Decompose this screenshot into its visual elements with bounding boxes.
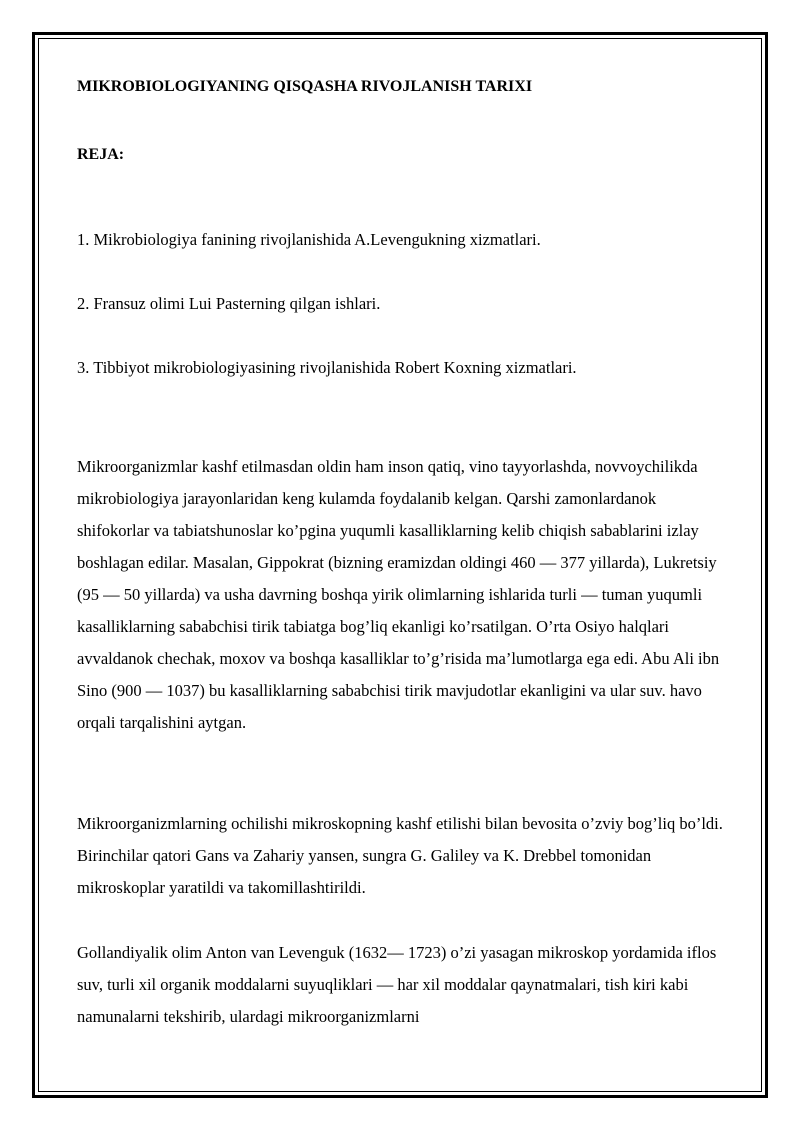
plan-item-number: 2. bbox=[77, 294, 90, 313]
plan-item-text: Mikrobiologiya fanining rivojlanishida A.Levengukning xizmatlari. bbox=[89, 230, 541, 249]
document-title: MIKROBIOLOGIYANING QISQASHA RIVOJLANISH TARIXI bbox=[77, 78, 533, 95]
plan-item-text: Fransuz olimi Lui Pasterning qilgan ishlari. bbox=[89, 294, 381, 313]
plan-item bbox=[77, 294, 380, 314]
body-paragraph: Mikroorganizmlar kashf etilmasdan oldin ham inson qatiq, vino tayyorlashda, novvoychilikda mikrobiologiya jarayonlaridan keng kulamda foydalanib kelgan. Qarshi zamonlardanok shifokorlar va tabiatshunoslar ko’pgina yuqumli kasalliklarning kelib chiqish sabablarini izlay boshlagan edilar. Masalan, Gippokrat (bizning eramizdan oldingi 460 — 377 yillarda), Lukretsiy (95 — 50 yillarda) va usha davrning boshqa yirik olimlarning ishlarida turli — tuman yuqumli kasalliklarning sababchisi tirik tabiatga bog’liq ekanligi ko’rsatilgan. O’rta Osiyo halqlari avvaldanok chechak, moxov va boshqa kasalliklar to’g’risida ma’lumotlarga ega edi. Abu Ali ibn Sino (900 — 1037) bu kasalliklarning sababchisi tirik mavjudotlar ekanligini va ular suv. havo orqali tarqalishini aytgan. bbox=[77, 457, 720, 732]
plan-item-text: Tibbiyot mikrobiologiyasining rivojlanishida Robert Koxning xizmatlari. bbox=[89, 358, 577, 377]
plan-item bbox=[77, 358, 577, 378]
plan-item-number: 3. bbox=[77, 358, 90, 377]
plan-item bbox=[77, 230, 541, 250]
body-paragraph: Mikroorganizmlarning ochilishi mikroskopning kashf etilishi bilan bevosita o’zviy bog’liq bo’ldi. Birinchilar qatori Gans va Zahariy yansen, sungra G. Galiley va K. Drebbel tomonidan mikroskoplar yaratildi va takomillashtirildi. bbox=[77, 814, 723, 897]
plan-heading: REJA: bbox=[77, 146, 125, 163]
body-paragraph: Gollandiyalik olim Anton van Levenguk (1632— 1723) o’zi yasagan mikroskop yordamida iflos suv, turli xil organik moddalarni suyuqliklari — har xil moddalar qaynatmalari, tish kiri kabi namunalarni tekshirib, ulardagi mikroorganizmlarni bbox=[77, 943, 717, 1026]
plan-item-number: 1. bbox=[77, 230, 90, 249]
